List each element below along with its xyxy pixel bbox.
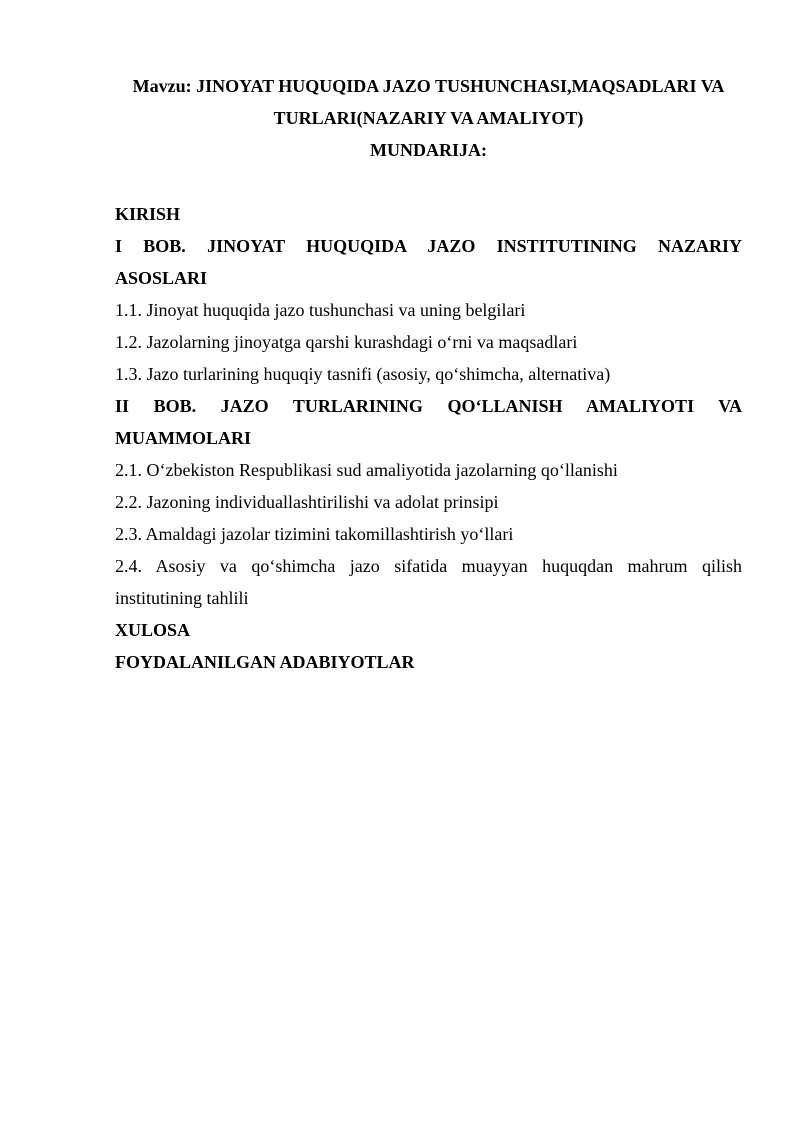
document-title-line-1: Mavzu: JINOYAT HUQUQIDA JAZO TUSHUNCHASI,MAQSADLARI VA [132, 76, 725, 96]
toc-section-1-1: 1.1. Jinoyat huquqida jazo tushunchasi va uning belgilari [115, 300, 526, 320]
toc-section-2-4-line-2: institutining tahlili [115, 588, 249, 608]
toc-section-2-1: 2.1. O‘zbekiston Respublikasi sud amaliyotida jazolarning qo‘llanishi [115, 460, 618, 480]
toc-section-2-3: 2.3. Amaldagi jazolar tizimini takomillashtirish yo‘llari [115, 524, 514, 544]
table-of-contents [115, 198, 742, 678]
toc-section-2-2: 2.2. Jazoning individuallashtirilishi va adolat prinsipi [115, 492, 499, 512]
contents-heading: MUNDARIJA: [370, 140, 487, 160]
document-title-line-2: TURLARI(NAZARIY VA AMALIYOT) [273, 108, 584, 128]
document-page [115, 70, 742, 678]
toc-section-2-4-line-1: 2.4. Asosiy va qo‘shimcha jazo sifatida muayyan huquqdan mahrum qilish [115, 556, 742, 576]
toc-chapter-1-line-1: I BOB. JINOYAT HUQUQIDA JAZO INSTITUTINING NAZARIY [115, 236, 742, 256]
toc-chapter-2-line-2: MUAMMOLARI [115, 428, 251, 448]
toc-chapter-2-line-1: II BOB. JAZO TURLARINING QO‘LLANISH AMALIYOTI VA [115, 396, 742, 416]
toc-section-1-2: 1.2. Jazolarning jinoyatga qarshi kurashdagi o‘rni va maqsadlari [115, 332, 578, 352]
toc-references: FOYDALANILGAN ADABIYOTLAR [115, 652, 415, 672]
toc-section-1-3: 1.3. Jazo turlarining huquqiy tasnifi (asosiy, qo‘shimcha, alternativa) [115, 364, 611, 384]
toc-chapter-1-line-2: ASOSLARI [115, 268, 208, 288]
toc-conclusion: XULOSA [115, 620, 191, 640]
toc-intro: KIRISH [115, 204, 181, 224]
